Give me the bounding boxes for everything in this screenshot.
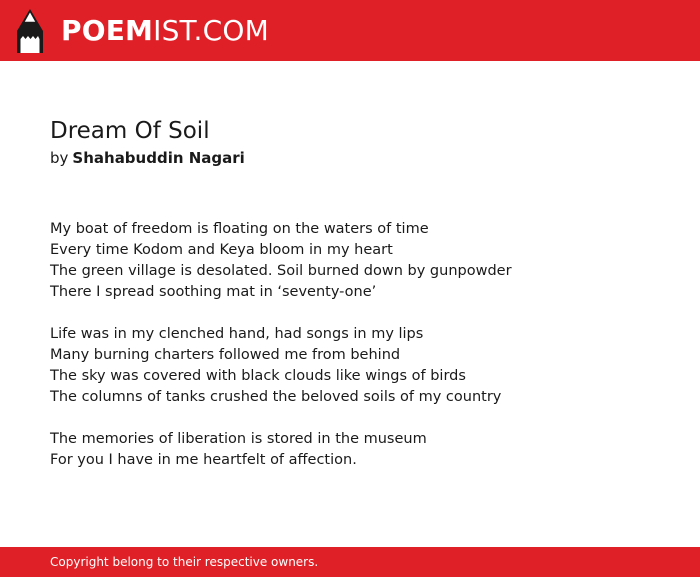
poem-line: Life was in my clenched hand, had songs in my lips [50,326,424,342]
poem-line: For you I have in me heartfelt of affection. [50,452,357,468]
pencil-icon [17,9,43,53]
poem-line: Every time Kodom and Keya bloom in my heart [50,242,393,258]
poem-byline [50,147,660,169]
poem-author: Shahabuddin Nagari [72,149,245,167]
poem-stanza-3 [50,429,660,471]
poem-line: The memories of liberation is stored in the museum [50,431,427,447]
poem-stanza-1 [50,219,660,303]
poem-title: Dream Of Soil [50,118,210,144]
poem-line: The green village is desolated. Soil burned down by gunpowder [50,263,512,279]
poem-line: The sky was covered with black clouds like wings of birds [50,368,466,384]
site-logo-link[interactable] [17,9,269,53]
poem-body [50,219,660,492]
by-label: by [50,149,69,167]
poem-line: There I spread soothing mat in ‘seventy-one’ [50,284,377,300]
site-header [0,0,700,61]
poem-line: The columns of tanks crushed the beloved soils of my country [50,389,502,405]
site-footer [0,547,700,577]
poem-stanza-2 [50,324,660,408]
poem-line: Many burning charters followed me from behind [50,347,401,363]
poem-header [50,116,660,169]
poem-line: My boat of freedom is floating on the waters of time [50,221,429,237]
brand-bold-text: POEM [61,14,154,47]
brand-light-text: IST.COM [153,14,269,47]
site-brand [61,9,269,53]
copyright-text: Copyright belong to their respective owners. [50,555,319,569]
